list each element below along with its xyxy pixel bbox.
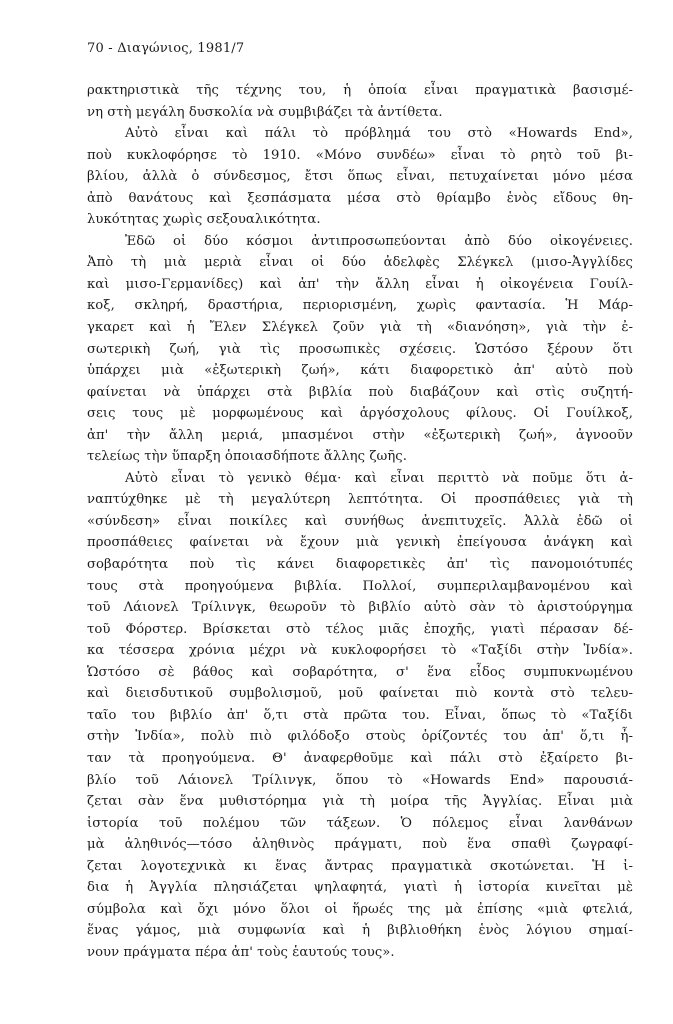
text-line: σοβαρότητα ποὺ τὶς κάνει διαφορετικὲς ἀπ' τὶς πανομοιότυπές: [87, 557, 633, 573]
text-line: ἀπ' τὴν ἄλλη μεριά, μπασμένοι στὴν «ἐξωτερικὴ ζωή», ἀγνοοῦν: [87, 427, 633, 443]
text-line: γκαρετ καὶ ἡ Ἔλεν Σλέγκελ ζοῦν γιὰ τὴ «διανόηση», γιὰ τὴν ἐ-: [87, 320, 633, 336]
text-line: τοῦ Λάιονελ Τρίλινγκ, θεωροῦν τὸ βιβλίο αὐτὸ σὰν τὸ ἀριστούργημα: [87, 600, 633, 616]
text-line: ἕνας γάμος, μιὰ συμφωνία καὶ ἡ βιβλιοθήκη ἑνὸς λόγιου σημαί-: [87, 923, 633, 939]
text-line: ζεται λογοτεχνικὰ κι ἕνας ἄντρας πραγματικὰ σκοτώνεται. Ἡ ἰ-: [87, 858, 633, 874]
text-line: Αὐτὸ εἶναι τὸ γενικὸ θέμα· καὶ εἶναι περιττὸ νὰ ποῦμε ὅτι ἀ-: [125, 470, 633, 486]
text-line: νη στὴ μεγάλη δυσκολία νὰ συμβιβάζει τὰ ἀντίθετα.: [87, 104, 443, 120]
text-line: προσπάθειες φαίνεται νὰ ἔχουν μιὰ γενικὴ ἐπείγουσα ἀνάγκη καὶ: [87, 535, 633, 551]
text-line: ναπτύχθηκε μὲ τὴ μεγαλύτερη λεπτότητα. Οἱ προσπάθειες γιὰ τὴ: [87, 492, 633, 508]
text-line: λυκότητας χωρὶς σεξουαλικότητα.: [87, 212, 321, 228]
text-line: ταν τὰ προηγούμενα. Θ' ἀναφερθοῦμε καὶ πάλι στὸ ἐξαίρετο βι-: [87, 750, 633, 766]
text-line: νουν πράγματα πέρα ἀπ' τοὺς ἑαυτούς τους».: [87, 944, 395, 960]
text-line: στὴν Ἰνδία», πολὺ πιὸ φιλόδοξο στοὺς ὁρίζοντές του ἀπ' ὅ,τι ἦ-: [87, 729, 633, 745]
text-line: καὶ διεισδυτικοῦ συμβολισμοῦ, μοῦ φαίνεται πιὸ κοντὰ στὸ τελευ-: [87, 686, 633, 702]
text-line: ποὺ κυκλοφόρησε τὸ 1910. «Μόνο συνδέω» εἶναι τὸ ρητὸ τοῦ βι-: [87, 147, 633, 163]
body-text: [87, 80, 633, 963]
text-line: ρακτηριστικὰ τῆς τέχνης του, ἡ ὁποία εἶναι πραγματικὰ βασισμέ-: [87, 83, 633, 98]
text-line: ταῖο του βιβλίο ἀπ' ὅ,τι στὰ πρῶτα του. Εἶναι, ὅπως τὸ «Ταξίδι: [87, 707, 633, 723]
text-line: σεις τους μὲ μορφωμένους καὶ ἀργόσχολους φίλους. Οἱ Γουίλκοξ,: [87, 406, 633, 422]
text-line: Ὡστόσο σὲ βάθος καὶ σοβαρότητα, σ' ἕνα εἶδος συμπυκνωμένου: [87, 664, 633, 680]
text-line: Ἐδῶ οἱ δύο κόσμοι ἀντιπροσωπεύονται ἀπὸ δύο οἰκογένειες.: [125, 233, 633, 249]
text-line: «σύνδεση» εἶναι ποικίλες καὶ συνήθως ἀνεπιτυχεῖς. Ἀλλὰ ἐδῶ οἱ: [87, 513, 633, 529]
text-line: τους στὰ προηγούμενα βιβλία. Πολλοί, συμπεριλαμβανομένου καὶ: [87, 578, 633, 594]
text-line: βλίου, ἀλλὰ ὁ σύνδεσμος, ἔτσι ὅπως εἶναι, πετυχαίνεται μόνο μέσα: [87, 169, 633, 185]
text-line: σωτερικὴ ζωή, γιὰ τὶς προσωπικὲς σχέσεις. Ὡστόσο ξέρουν ὅτι: [87, 341, 633, 357]
page-header: 70 - Διαγώνιος, 1981/7: [87, 41, 245, 56]
text-line: ἱστορία τοῦ πολέμου τῶν τάξεων. Ὁ πόλεμος εἶναι λανθάνων: [87, 815, 633, 831]
text-line: βλίο τοῦ Λάιονελ Τρίλινγκ, ὅπου τὸ «Howards End» παρουσιά-: [87, 772, 633, 788]
text-line: καὶ μισο-Γερμανίδες) καὶ ἀπ' τὴν ἄλλη εἶναι ἡ οἰκογένεια Γουίλ-: [87, 276, 633, 292]
text-line: δια ἡ Ἀγγλία πλησιάζεται ψηλαφητά, γιατὶ ἡ ἱστορία κινεῖται μὲ: [87, 880, 633, 896]
text-line: τελείως τὴν ὕπαρξη ὁποιασδήποτε ἄλλης ζωῆς.: [87, 449, 407, 465]
text-line: σύμβολα καὶ ὄχι μόνο ὅλοι οἱ ἥρωές της μὰ ἐπίσης «μιὰ φτελιά,: [87, 901, 633, 917]
text-line: ζεται σὰν ἕνα μυθιστόρημα γιὰ τὴ μοίρα τῆς Ἀγγλίας. Εἶναι μιὰ: [87, 794, 633, 810]
text-line: φαίνεται νὰ ὑπάρχει στὰ βιβλία ποὺ διαβάζουν καὶ στὶς συζητή-: [87, 384, 633, 400]
text-line: κοξ, σκληρή, δραστήρια, περιορισμένη, χωρὶς φαντασία. Ἡ Μάρ-: [87, 298, 633, 314]
text-line: κα τέσσερα χρόνια μέχρι νὰ κυκλοφορήσει τὸ «Ταξίδι στὴν Ἰνδία».: [87, 643, 633, 659]
text-line: τοῦ Φόρστερ. Βρίσκεται στὸ τέλος μιᾶς ἐποχῆς, γιατὶ πέρασαν δέ-: [87, 621, 633, 637]
text-line: μὰ ἀληθινός—τόσο ἀληθινὸς πράγματι, ποὺ ἕνα σπαθὶ ζωγραφί-: [87, 837, 633, 853]
text-line: ἀπὸ θανάτους καὶ ξεσπάσματα μέσα στὸ θρίαμβο ἑνὸς εἴδους θη-: [87, 190, 633, 206]
text-line: Αὐτὸ εἶναι καὶ πάλι τὸ πρόβλημά του στὸ «Howards End»,: [125, 126, 633, 142]
text-line: Ἀπὸ τὴ μιὰ μεριὰ εἶναι οἱ δύο ἀδελφὲς Σλέγκελ (μισο-Ἀγγλίδες: [87, 255, 633, 271]
text-line: ὑπάρχει μιὰ «ἐξωτερικὴ ζωή», κάτι διαφορετικὸ ἀπ' αὐτὸ ποὺ: [87, 363, 633, 379]
